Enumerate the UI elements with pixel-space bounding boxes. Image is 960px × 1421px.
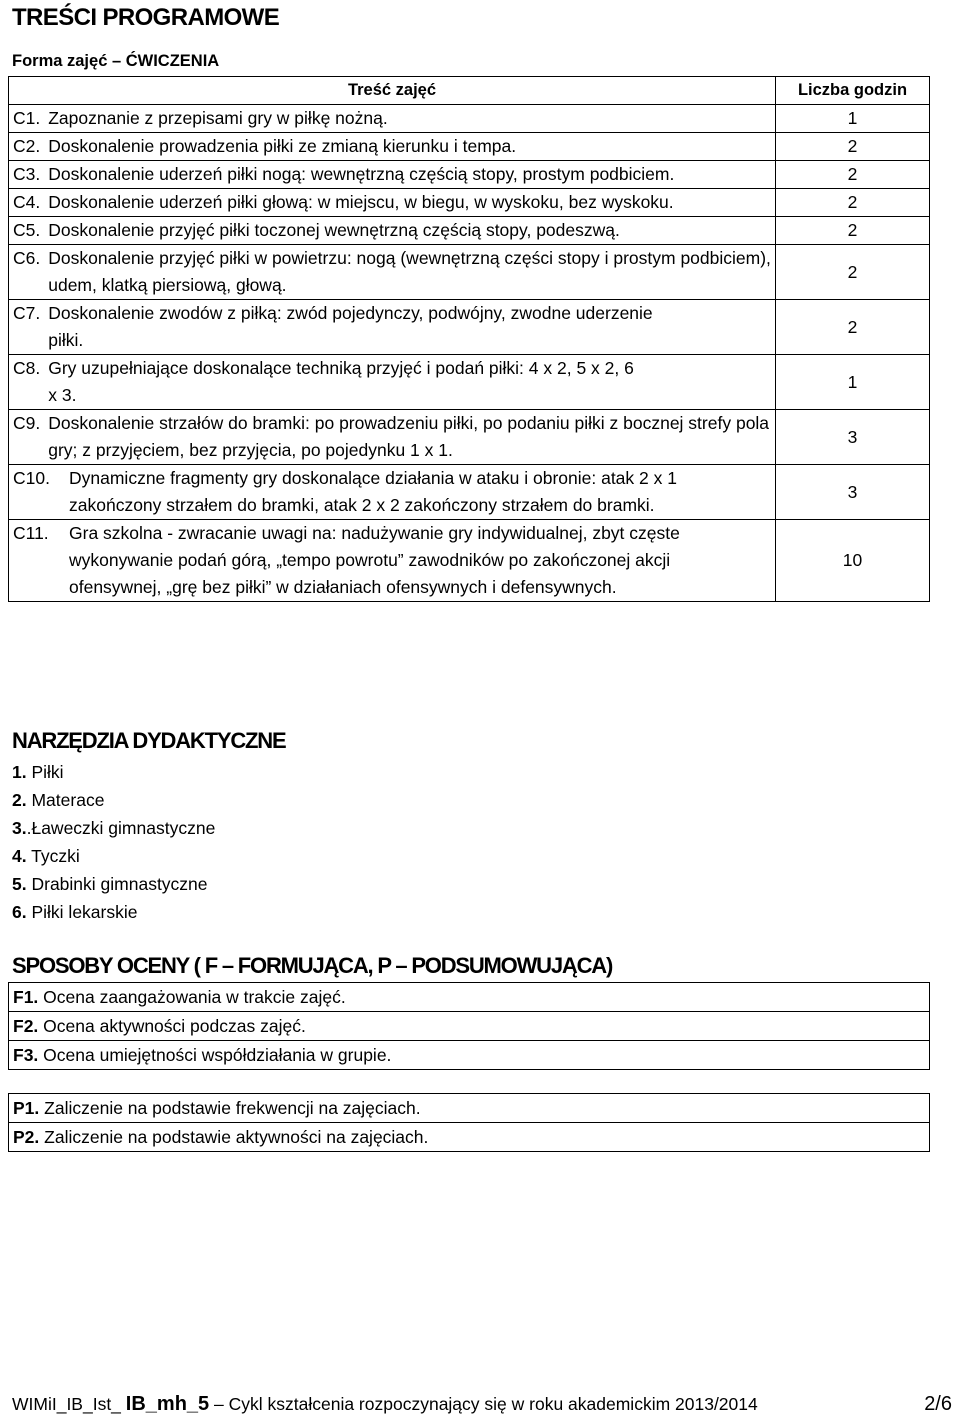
row-code: C4. xyxy=(13,192,41,212)
table-row xyxy=(9,410,930,465)
row-hours: 2 xyxy=(776,161,930,189)
table-row xyxy=(9,133,930,161)
row-code: C10. xyxy=(13,468,50,488)
table-row xyxy=(9,300,930,355)
row-text: Doskonalenie zwodów z piłką: zwód pojedynczy, podwójny, zwodne uderzenie piłki. xyxy=(48,303,653,350)
row-text: Doskonalenie przyjęć piłki toczonej wewnętrzną częścią stopy, podeszwą. xyxy=(48,220,620,240)
tools-heading: NARZĘDZIA DYDAKTYCZNE xyxy=(12,728,286,753)
list-item: F1. Ocena zaangażowania w trakcie zajęć. xyxy=(9,983,930,1012)
table-row xyxy=(9,189,930,217)
form-label: Forma zajęć – ĆWICZENIA xyxy=(12,52,220,70)
row-text: Doskonalenie prowadzenia piłki ze zmianą kierunku i tempa. xyxy=(48,136,517,156)
formative-table xyxy=(8,982,930,1070)
content-table xyxy=(8,76,930,602)
row-hours: 3 xyxy=(776,410,930,465)
footer-prefix: WIMiI_IB_Ist_ xyxy=(12,1394,126,1414)
list-item: F2. Ocena aktywności podczas zajęć. xyxy=(9,1012,930,1041)
table-header-row xyxy=(9,77,930,105)
tools-list xyxy=(12,758,215,926)
row-code: C9. xyxy=(13,413,41,433)
list-item: P2. Zaliczenie na podstawie aktywności na zajęciach. xyxy=(9,1123,930,1152)
assessment-heading: SPOSOBY OCENY ( F – FORMUJĄCA, P – PODSUMOWUJĄCA) xyxy=(12,953,613,978)
list-item: 2. Materace xyxy=(12,790,105,810)
row-code: C11. xyxy=(13,523,49,543)
row-text: Doskonalenie przyjęć piłki w powietrzu: nogą (wewnętrzną części stopy i prostym podbiciem), udem, klatką piersiową, głową. xyxy=(48,248,771,295)
list-item: 5. Drabinki gimnastyczne xyxy=(12,874,208,894)
header-hours: Liczba godzin xyxy=(776,77,930,105)
row-hours: 2 xyxy=(776,245,930,300)
row-hours: 2 xyxy=(776,217,930,245)
table-row xyxy=(9,520,930,602)
row-hours: 1 xyxy=(776,105,930,133)
row-hours: 2 xyxy=(776,133,930,161)
row-hours: 10 xyxy=(776,520,930,602)
page-title: TREŚCI PROGRAMOWE xyxy=(12,4,280,31)
row-hours: 2 xyxy=(776,189,930,217)
table-row xyxy=(9,245,930,300)
row-code: C7. xyxy=(13,303,41,323)
row-code: C1. xyxy=(13,108,41,128)
row-hours: 3 xyxy=(776,465,930,520)
header-content: Treść zajęć xyxy=(9,77,776,105)
summative-table xyxy=(8,1093,930,1152)
row-text: Gry uzupełniające doskonalące techniką przyjęć i podań piłki: 4 x 2, 5 x 2, 6 x 3. xyxy=(48,358,634,405)
list-item: P1. Zaliczenie na podstawie frekwencji na zajęciach. xyxy=(9,1094,930,1123)
footer-cycle: – Cykl kształcenia rozpoczynający się w roku akademickim 2013/2014 xyxy=(209,1394,758,1414)
list-item: 6. Piłki lekarskie xyxy=(12,902,138,922)
row-code: C3. xyxy=(13,164,41,184)
list-item: F3. Ocena umiejętności współdziałania w grupie. xyxy=(9,1041,930,1070)
table-row xyxy=(9,355,930,410)
row-text: Doskonalenie uderzeń piłki nogą: wewnętrzną częścią stopy, prostym podbiciem. xyxy=(48,164,675,184)
row-text: Doskonalenie uderzeń piłki głową: w miejscu, w biegu, w wyskoku, bez wyskoku. xyxy=(48,192,674,212)
list-item: 3..Ławeczki gimnastyczne xyxy=(12,818,216,838)
list-item: 4. Tyczki xyxy=(12,846,80,866)
row-code: C6. xyxy=(13,248,41,268)
row-hours: 2 xyxy=(776,300,930,355)
table-row xyxy=(9,161,930,189)
list-item: 1. Piłki xyxy=(12,762,64,782)
row-text: Zapoznanie z przepisami gry w piłkę nożną. xyxy=(48,108,388,128)
row-code: C2. xyxy=(13,136,41,156)
page-number: 2/6 xyxy=(924,1393,952,1415)
row-text: Gra szkolna - zwracanie uwagi na: nadużywanie gry indywidualnej, zbyt częste wykonywanie podań górą, „tempo powrotu” zawodników po zakończonej akcji ofensywnej, „grę bez piłki” w działaniach ofensywnych i defensywnych. xyxy=(69,523,680,597)
table-row xyxy=(9,105,930,133)
row-code: C8. xyxy=(13,358,41,378)
table-row xyxy=(9,465,930,520)
footer-code: IB_mh_5 xyxy=(125,1393,210,1415)
page-footer xyxy=(12,1393,952,1416)
table-row xyxy=(9,217,930,245)
row-text: Dynamiczne fragmenty gry doskonalące działania w ataku i obronie: atak 2 x 1 zakończony strzałem do bramki, atak 2 x 2 zakończony strzałem do bramki. xyxy=(69,468,677,515)
row-text: Doskonalenie strzałów do bramki: po prowadzeniu piłki, po podaniu piłki z bocznej strefy pola gry; z przyjęciem, bez przyjęcia, po pojedynku 1 x 1. xyxy=(48,413,770,460)
row-hours: 1 xyxy=(776,355,930,410)
row-code: C5. xyxy=(13,220,41,240)
